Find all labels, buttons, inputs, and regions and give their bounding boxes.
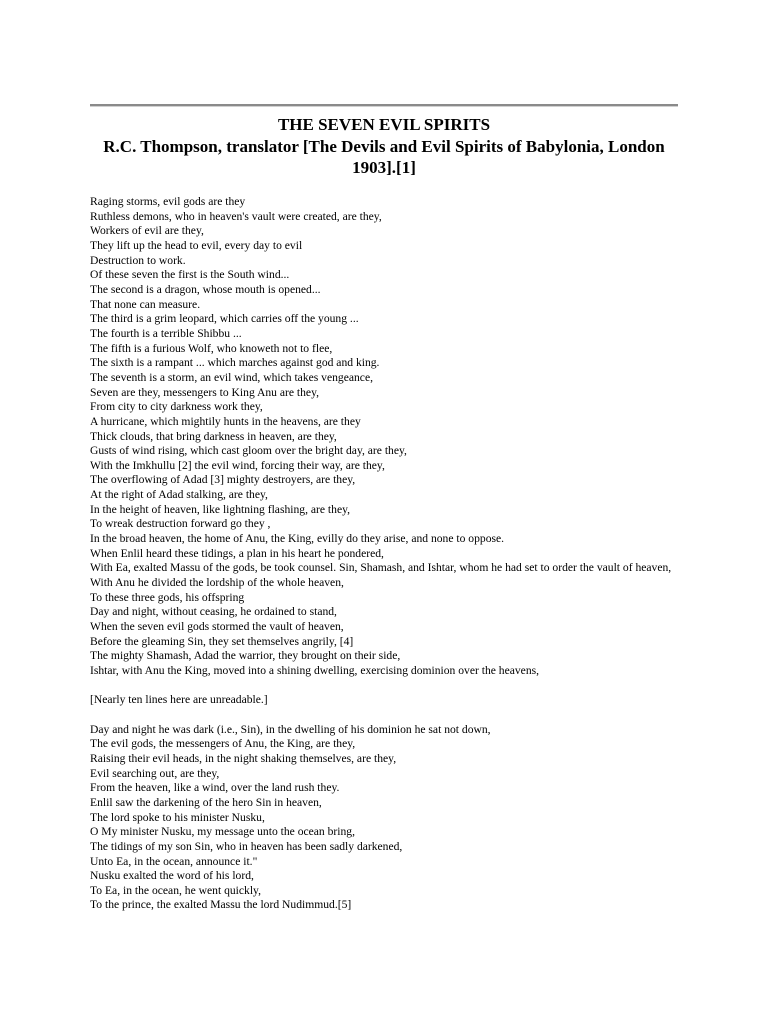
- poem-line: Nusku exalted the word of his lord,: [90, 869, 254, 883]
- blank-line: [90, 679, 682, 694]
- poem-line: Ruthless demons, who in heaven's vault were created, are they,: [90, 209, 382, 223]
- poem-line: The second is a dragon, whose mouth is opened...: [90, 282, 321, 296]
- poem-line: To the prince, the exalted Massu the lord Nudimmud.[5]: [90, 898, 352, 912]
- poem-line: Enlil saw the darkening of the hero Sin in heaven,: [90, 795, 322, 809]
- poem-line: With Ea, exalted Massu of the gods, be took counsel. Sin, Shamash, and Ishtar, whom he had set to order the vault of heaven,: [90, 561, 672, 575]
- poem-line: Evil searching out, are they,: [90, 766, 220, 780]
- poem-line: Seven are they, messengers to King Anu are they,: [90, 385, 320, 399]
- poem-line: Destruction to work.: [90, 253, 186, 267]
- poem-line: To Ea, in the ocean, he went quickly,: [90, 883, 261, 897]
- poem-line: The evil gods, the messengers of Anu, the King, are they,: [90, 737, 356, 751]
- poem-line: The sixth is a rampant ... which marches against god and king.: [90, 356, 380, 370]
- poem-line: Workers of evil are they,: [90, 224, 204, 238]
- poem-line: Day and night, without ceasing, he ordained to stand,: [90, 605, 337, 619]
- poem-line: From the heaven, like a wind, over the land rush they.: [90, 781, 340, 795]
- poem-part-1: [90, 195, 682, 679]
- poem-line: The overflowing of Adad [3] mighty destroyers, are they,: [90, 473, 356, 487]
- poem-line: That none can measure.: [90, 297, 201, 311]
- poem-line: A hurricane, which mightily hunts in the heavens, are they: [90, 414, 361, 428]
- poem-line: They lift up the head to evil, every day to evil: [90, 238, 303, 252]
- poem-line: The fifth is a furious Wolf, who knoweth not to flee,: [90, 341, 333, 355]
- poem-line: The seventh is a storm, an evil wind, which takes vengeance,: [90, 370, 373, 384]
- poem-line: Before the gleaming Sin, they set themselves angrily, [4]: [90, 634, 354, 648]
- poem-line: In the broad heaven, the home of Anu, the King, evilly do they arise, and none to oppose.: [90, 532, 505, 546]
- document-subtitle: R.C. Thompson, translator [The Devils and Evil Spirits of Babylonia, London 1903].[1]: [103, 137, 665, 177]
- poem-line: The lord spoke to his minister Nusku,: [90, 810, 265, 824]
- poem-line: Day and night he was dark (i.e., Sin), in the dwelling of his dominion he sat not down,: [90, 722, 491, 736]
- poem-line: To these three gods, his offspring: [90, 590, 245, 604]
- poem-line: Ishtar, with Anu the King, moved into a shining dwelling, exercising dominion over the heavens,: [90, 664, 540, 677]
- poem-line: The fourth is a terrible Shibbu ...: [90, 326, 242, 340]
- poem-line: When the seven evil gods stormed the vault of heaven,: [90, 620, 344, 634]
- poem-body: [90, 195, 682, 913]
- poem-line: Raising their evil heads, in the night shaking themselves, are they,: [90, 751, 397, 765]
- poem-line: Thick clouds, that bring darkness in heaven, are they,: [90, 429, 337, 443]
- poem-line: At the right of Adad stalking, are they,: [90, 488, 268, 502]
- poem-line: Gusts of wind rising, which cast gloom over the bright day, are they,: [90, 444, 407, 458]
- poem-line: In the height of heaven, like lightning flashing, are they,: [90, 502, 351, 516]
- editorial-note: [Nearly ten lines here are unreadable.]: [90, 693, 268, 707]
- poem-line: The tidings of my son Sin, who in heaven has been sadly darkened,: [90, 839, 403, 853]
- poem-part-2: [90, 723, 682, 914]
- poem-line: When Enlil heard these tidings, a plan in his heart he pondered,: [90, 546, 384, 560]
- poem-line: With Anu he divided the lordship of the whole heaven,: [90, 576, 344, 590]
- document-title: THE SEVEN EVIL SPIRITS: [277, 115, 491, 134]
- poem-line: The third is a grim leopard, which carries off the young ...: [90, 312, 359, 326]
- top-rule: [90, 104, 678, 107]
- blank-line: [90, 708, 682, 723]
- poem-line: The mighty Shamash, Adad the warrior, they brought on their side,: [90, 649, 401, 663]
- poem-line: To wreak destruction forward go they ,: [90, 517, 271, 531]
- poem-line: With the Imkhullu [2] the evil wind, forcing their way, are they,: [90, 458, 385, 472]
- poem-line: From city to city darkness work they,: [90, 400, 263, 414]
- poem-line: Of these seven the first is the South wind...: [90, 268, 290, 282]
- poem-line: O My minister Nusku, my message unto the ocean bring,: [90, 825, 356, 839]
- poem-line: Raging storms, evil gods are they: [90, 195, 246, 208]
- poem-line: Unto Ea, in the ocean, announce it.": [90, 854, 258, 868]
